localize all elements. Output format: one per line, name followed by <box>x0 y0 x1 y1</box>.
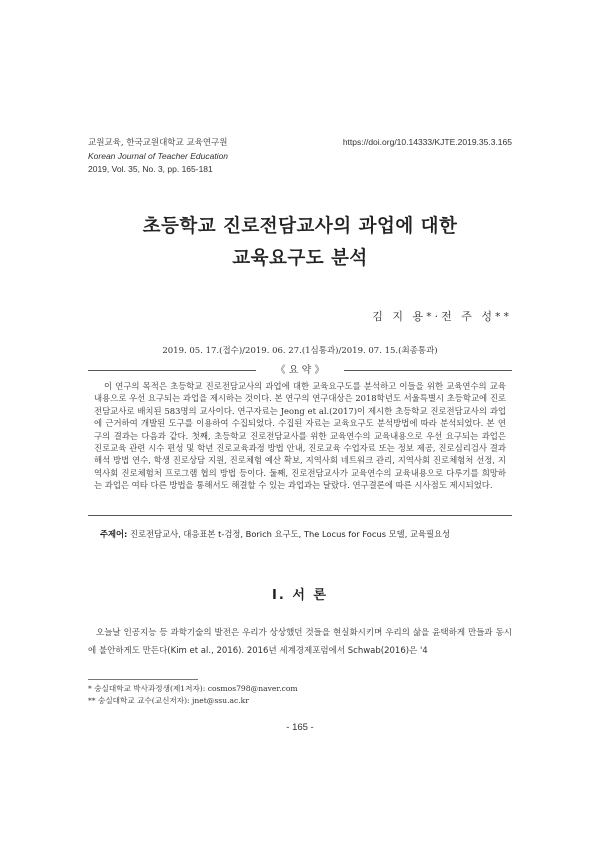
section-heading: Ⅰ. 서 론 <box>272 588 328 603</box>
footnote-rule <box>88 679 198 680</box>
submission-dates: 2019. 05. 17.(접수)/2019. 06. 27.(1심통과)/2019. 07. 15.(최종통과) <box>162 346 438 356</box>
footnote-first-author: * 숭실대학교 박사과정생(제1저자): cosmos798@naver.com <box>88 684 298 693</box>
abstract-box <box>88 364 512 510</box>
journal-name-ko: 교원교육, 한국교원대학교 교육연구원 <box>88 138 228 148</box>
keywords-label: 주제어: <box>100 529 128 539</box>
author-names: 김 지 용*·전 주 성** <box>372 310 512 323</box>
doi-link[interactable]: https://doi.org/10.14333/KJTE.2019.35.3.165 <box>342 137 512 147</box>
volume-info: 2019, Vol. 35, No. 3, pp. 165-181 <box>88 164 213 174</box>
abstract-rule-bottom <box>88 515 512 516</box>
keywords <box>100 528 512 540</box>
abstract-label: 《 요 약 》 <box>275 365 325 376</box>
journal-header <box>88 137 228 176</box>
paper-title-line-2: 교육요구도 분석 <box>232 248 368 269</box>
paper-title-line-1: 초등학교 진로전담교사의 과업에 대한 <box>142 216 458 237</box>
journal-name-en: Korean Journal of Teacher Education <box>88 151 229 161</box>
footnote-corresponding-author: ** 숭실대학교 교수(교신저자): jnet@ssu.ac.kr <box>88 696 249 705</box>
page-number: - 165 - <box>286 722 314 733</box>
footnotes <box>88 683 298 707</box>
abstract-text: 이 연구의 목적은 초등학교 진로전담교사의 과업에 대한 교육요구도를 분석하고 이들을 위한 교육연수의 교육내용으로 우선 요구되는 과업을 제시하는 것이다. 본 연구의 연구대상은 2018학년도 서울특별시 초등학교에 진로전담교사로 배치된 583명의 교사이다. 연구자료는 Jeong et al.(2017)이 제시한 초등학교 진로전담교사의 과업에 근거하여 개발된 도구를 이용하여 수집되었다. 수집된 자료는 교육요구도 분석방법에 따라 분석되었다. 본 연구의 결과는 다음과 같다. 첫째, 초등학교 진로전담교사를 위한 교육연수의 교육내용으로 우선 요구되는 과업은 진로교육 관련 시수 편성 및 학년 진로교육과정 방법 안내, 진로교육 수업자료 또는 정보 제공, 진로심리검사 결과 해석 방법 연수, 학생 진로상담 지원, 진로체험 예산 확보, 지역사회 네트워크 관리, 지역사회 진로체험처 선정, 지역사회 진로체험처 프로그램 협의 방법 등이다. 둘째, 진로전담교사가 교육연수의 교육내용으로 다루기를 희망하는 과업은 여타 다른 방법을 통해서도 해결할 수 있는 과업과는 달랐다. 연구결론에 따른 시사점도 제시되었다. <box>94 381 506 491</box>
keywords-text: 진로전담교사, 대응표본 t-검정, Borich 요구도, The Locus for Focus 모델, 교육필요성 <box>130 529 451 539</box>
body-paragraph: 오늘날 인공지능 등 과학기술의 발전은 우리가 상상했던 것들을 현실화시키며 우리의 삶을 윤택하게 만들과 동시에 불안하게도 만든다(Kim et al., 2016). 2016년 세계경제포럼에서 Schwab(2016)은 '4 <box>88 628 512 656</box>
